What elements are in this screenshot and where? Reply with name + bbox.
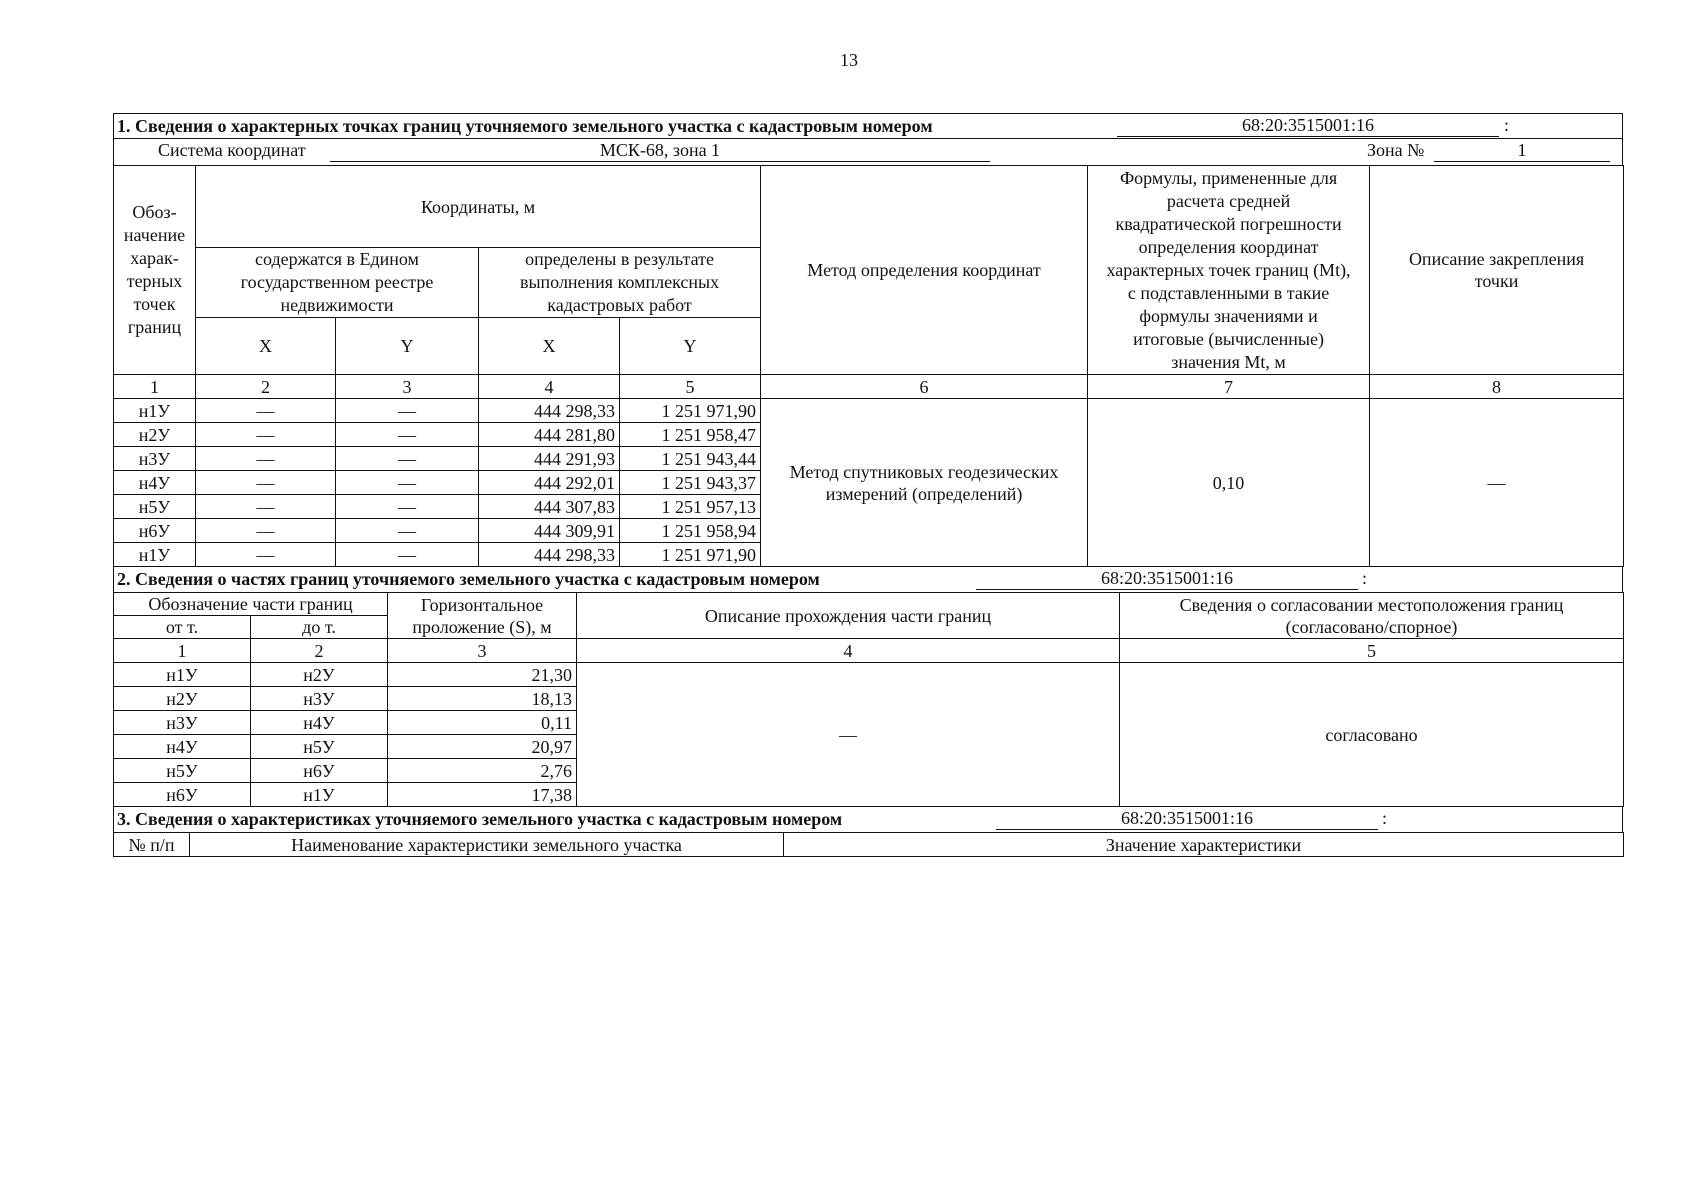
segment-length: 2,76 <box>388 759 577 783</box>
zone-value: 1 <box>1434 140 1610 162</box>
point-id: н6У <box>114 519 196 543</box>
col-number: 8 <box>1370 375 1624 399</box>
header-from: от т. <box>114 616 251 639</box>
points-table <box>113 165 1624 567</box>
header-num: № п/п <box>114 833 190 857</box>
coord-system-label: Система координат <box>158 140 306 160</box>
zone-label: Зона № <box>1367 140 1425 160</box>
to-point: н6У <box>251 759 388 783</box>
col-number: 1 <box>114 639 251 663</box>
section3-header <box>113 807 1623 833</box>
to-point: н5У <box>251 735 388 759</box>
table-row <box>114 399 1624 423</box>
egrn-y: — <box>336 399 479 423</box>
col-number: 3 <box>388 639 577 663</box>
header-complex-x: X <box>479 318 620 375</box>
parts-table <box>113 592 1624 807</box>
section1-title: 1. Сведения о характерных точках границ уточняемого земельного участка с кадастровым номером <box>117 116 933 136</box>
fixing-value: — <box>1370 399 1624 567</box>
from-point: н6У <box>114 783 251 807</box>
point-id: н2У <box>114 423 196 447</box>
segment-length: 17,38 <box>388 783 577 807</box>
agreement-value: согласовано <box>1120 663 1624 807</box>
point-id: н5У <box>114 495 196 519</box>
header-formulas: Формулы, примененные для расчета средней квадратической погрешности определения координат характерных точек границ (Mt), с подставленными в такие формулы значениями и итоговые (вычисленные) значения Mt, м <box>1088 166 1370 375</box>
egrn-x: — <box>196 447 336 471</box>
coord-system-value: МСК-68, зона 1 <box>330 140 990 162</box>
header-value: Значение характеристики <box>784 833 1624 857</box>
header-egrn-y: Y <box>336 318 479 375</box>
col-number: 4 <box>577 639 1120 663</box>
from-point: н1У <box>114 663 251 687</box>
segment-length: 18,13 <box>388 687 577 711</box>
col-number: 1 <box>114 375 196 399</box>
section1-colon: : <box>1504 115 1510 135</box>
egrn-x: — <box>196 423 336 447</box>
from-point: н2У <box>114 687 251 711</box>
egrn-y: — <box>336 423 479 447</box>
method-value: Метод спутниковых геодезических измерений (определений) <box>761 399 1088 567</box>
coord-x: 444 292,01 <box>479 471 620 495</box>
coord-x: 444 298,33 <box>479 543 620 567</box>
egrn-x: — <box>196 519 336 543</box>
header-name: Наименование характеристики земельного участка <box>190 833 784 857</box>
section1-header <box>113 113 1623 139</box>
coordinate-system-line <box>113 139 1623 165</box>
mt-value: 0,10 <box>1088 399 1370 567</box>
col-number: 4 <box>479 375 620 399</box>
to-point: н4У <box>251 711 388 735</box>
segment-length: 20,97 <box>388 735 577 759</box>
header-length: Горизонтальное проложение (S), м <box>388 593 577 639</box>
coord-y: 1 251 971,90 <box>620 543 761 567</box>
col-number: 5 <box>620 375 761 399</box>
col-number: 5 <box>1120 639 1624 663</box>
coord-x: 444 281,80 <box>479 423 620 447</box>
coord-y: 1 251 958,47 <box>620 423 761 447</box>
description-value: — <box>577 663 1120 807</box>
header-egrn-x: X <box>196 318 336 375</box>
coord-x: 444 307,83 <box>479 495 620 519</box>
coord-x: 444 309,91 <box>479 519 620 543</box>
to-point: н1У <box>251 783 388 807</box>
header-coordinates: Координаты, м <box>196 166 761 248</box>
egrn-y: — <box>336 447 479 471</box>
coord-x: 444 298,33 <box>479 399 620 423</box>
header-agreement: Сведения о согласовании местоположения границ (согласовано/спорное) <box>1120 593 1624 639</box>
col-number: 7 <box>1088 375 1370 399</box>
section2-colon: : <box>1362 568 1368 588</box>
segment-length: 0,11 <box>388 711 577 735</box>
from-point: н3У <box>114 711 251 735</box>
coord-y: 1 251 957,13 <box>620 495 761 519</box>
coord-x: 444 291,93 <box>479 447 620 471</box>
from-point: н4У <box>114 735 251 759</box>
header-complex: определены в результате выполнения комплексных кадастровых работ <box>479 248 761 318</box>
segment-length: 21,30 <box>388 663 577 687</box>
point-id: н1У <box>114 399 196 423</box>
section2-header <box>113 567 1623 593</box>
egrn-y: — <box>336 543 479 567</box>
egrn-x: — <box>196 495 336 519</box>
section1-cadastral-number: 68:20:3515001:16 <box>1117 115 1499 137</box>
characteristics-table <box>113 832 1624 857</box>
from-point: н5У <box>114 759 251 783</box>
coord-y: 1 251 971,90 <box>620 399 761 423</box>
cadastral-document <box>113 113 1623 857</box>
header-egrn: содержатся в Едином государственном реестре недвижимости <box>196 248 479 318</box>
coord-y: 1 251 943,37 <box>620 471 761 495</box>
to-point: н2У <box>251 663 388 687</box>
header-description: Описание прохождения части границ <box>577 593 1120 639</box>
section3-colon: : <box>1382 808 1388 828</box>
header-method: Метод определения координат <box>761 166 1088 375</box>
col-number: 3 <box>336 375 479 399</box>
egrn-y: — <box>336 519 479 543</box>
col-number: 6 <box>761 375 1088 399</box>
header-to: до т. <box>251 616 388 639</box>
col-number: 2 <box>196 375 336 399</box>
section3-title: 3. Сведения о характеристиках уточняемого земельного участка с кадастровым номером <box>117 809 843 829</box>
egrn-x: — <box>196 543 336 567</box>
egrn-x: — <box>196 399 336 423</box>
egrn-y: — <box>336 471 479 495</box>
section2-title: 2. Сведения о частях границ уточняемого земельного участка с кадастровым номером <box>117 569 820 589</box>
section2-cadastral-number: 68:20:3515001:16 <box>976 568 1358 590</box>
coord-y: 1 251 943,44 <box>620 447 761 471</box>
point-id: н3У <box>114 447 196 471</box>
egrn-y: — <box>336 495 479 519</box>
coord-y: 1 251 958,94 <box>620 519 761 543</box>
table-row <box>114 663 1624 687</box>
header-fixing: Описание закрепления точки <box>1370 166 1624 375</box>
header-designation: Обоз- начение харак- терных точек границ <box>114 166 196 375</box>
page-number: 13 <box>840 50 858 70</box>
egrn-x: — <box>196 471 336 495</box>
header-complex-y: Y <box>620 318 761 375</box>
header-part-designation: Обозначение части границ <box>114 593 388 616</box>
col-number: 2 <box>251 639 388 663</box>
point-id: н1У <box>114 543 196 567</box>
section3-cadastral-number: 68:20:3515001:16 <box>996 808 1378 830</box>
to-point: н3У <box>251 687 388 711</box>
point-id: н4У <box>114 471 196 495</box>
